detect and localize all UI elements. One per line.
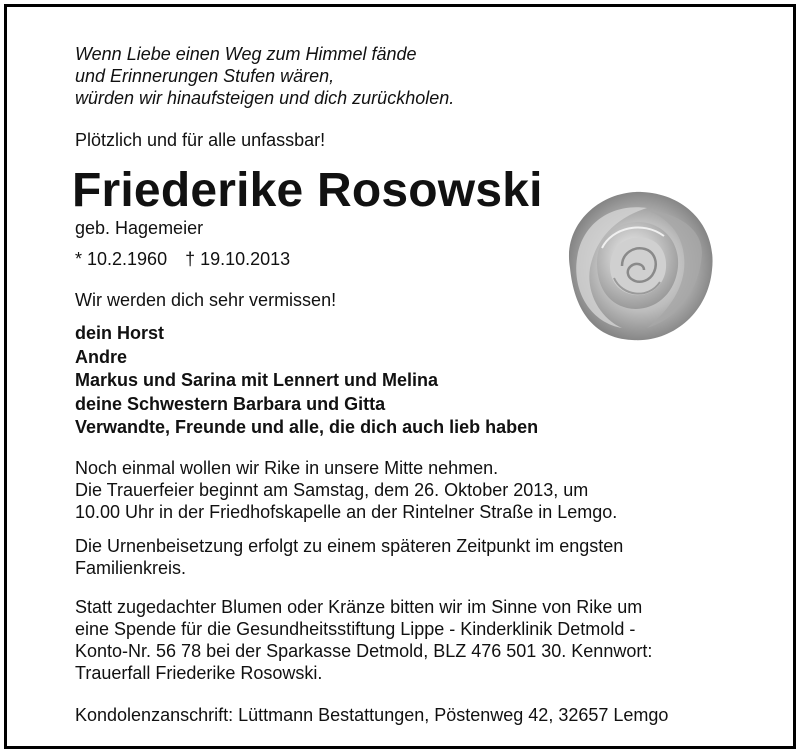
donation-paragraph: [75, 596, 652, 684]
service-line: 10.00 Uhr in der Friedhofskapelle an der Rintelner Straße in Lemgo.: [75, 502, 618, 522]
death-date: † 19.10.2013: [185, 249, 291, 269]
poem-line: und Erinnerungen Stufen wären,: [75, 66, 335, 86]
family-member: dein Horst: [75, 323, 165, 343]
donation-line: eine Spende für die Gesundheitsstiftung Lippe - Kinderklinik Detmold -: [75, 619, 636, 639]
service-line: Die Trauerfeier beginnt am Samstag, dem 26. Oktober 2013, um: [75, 480, 589, 500]
rose-image: [552, 178, 722, 348]
burial-line: Familienkreis.: [75, 558, 187, 578]
family-member: deine Schwestern Barbara und Gitta: [75, 393, 386, 414]
service-paragraph: [75, 457, 617, 523]
family-list: [75, 322, 538, 440]
intro-text: Plötzlich und für alle unfassbar!: [75, 130, 326, 150]
family-member: Markus und Sarina mit Lennert und Melina: [75, 370, 439, 390]
maiden-name: geb. Hagemeier: [75, 218, 204, 238]
poem-line: Wenn Liebe einen Weg zum Himmel fände: [75, 44, 417, 64]
burial-line: Die Urnenbeisetzung erfolgt zu einem späteren Zeitpunkt im engsten: [75, 536, 624, 556]
family-member: Verwandte, Freunde und alle, die dich auch lieb haben: [75, 417, 539, 437]
donation-line: Trauerfall Friederike Rosowski.: [75, 663, 323, 683]
service-line: Noch einmal wollen wir Rike in unsere Mitte nehmen.: [75, 458, 499, 478]
poem-line: würden wir hinaufsteigen und dich zurückholen.: [75, 88, 455, 108]
deceased-name: Friederike Rosowski: [72, 164, 543, 217]
donation-line: Statt zugedachter Blumen oder Kränze bitten wir im Sinne von Rike um: [75, 597, 643, 617]
condolence-address: Kondolenzanschrift: Lüttmann Bestattungen, Pöstenweg 42, 32657 Lemgo: [75, 705, 669, 725]
donation-line: Konto-Nr. 56 78 bei der Sparkasse Detmold, BLZ 476 501 30. Kennwort:: [75, 641, 653, 661]
life-dates: [75, 249, 290, 270]
burial-paragraph: [75, 535, 623, 579]
poem: [75, 43, 454, 109]
family-member: Andre: [75, 346, 128, 367]
miss-line: Wir werden dich sehr vermissen!: [75, 290, 337, 310]
birth-date: * 10.2.1960: [75, 249, 168, 269]
